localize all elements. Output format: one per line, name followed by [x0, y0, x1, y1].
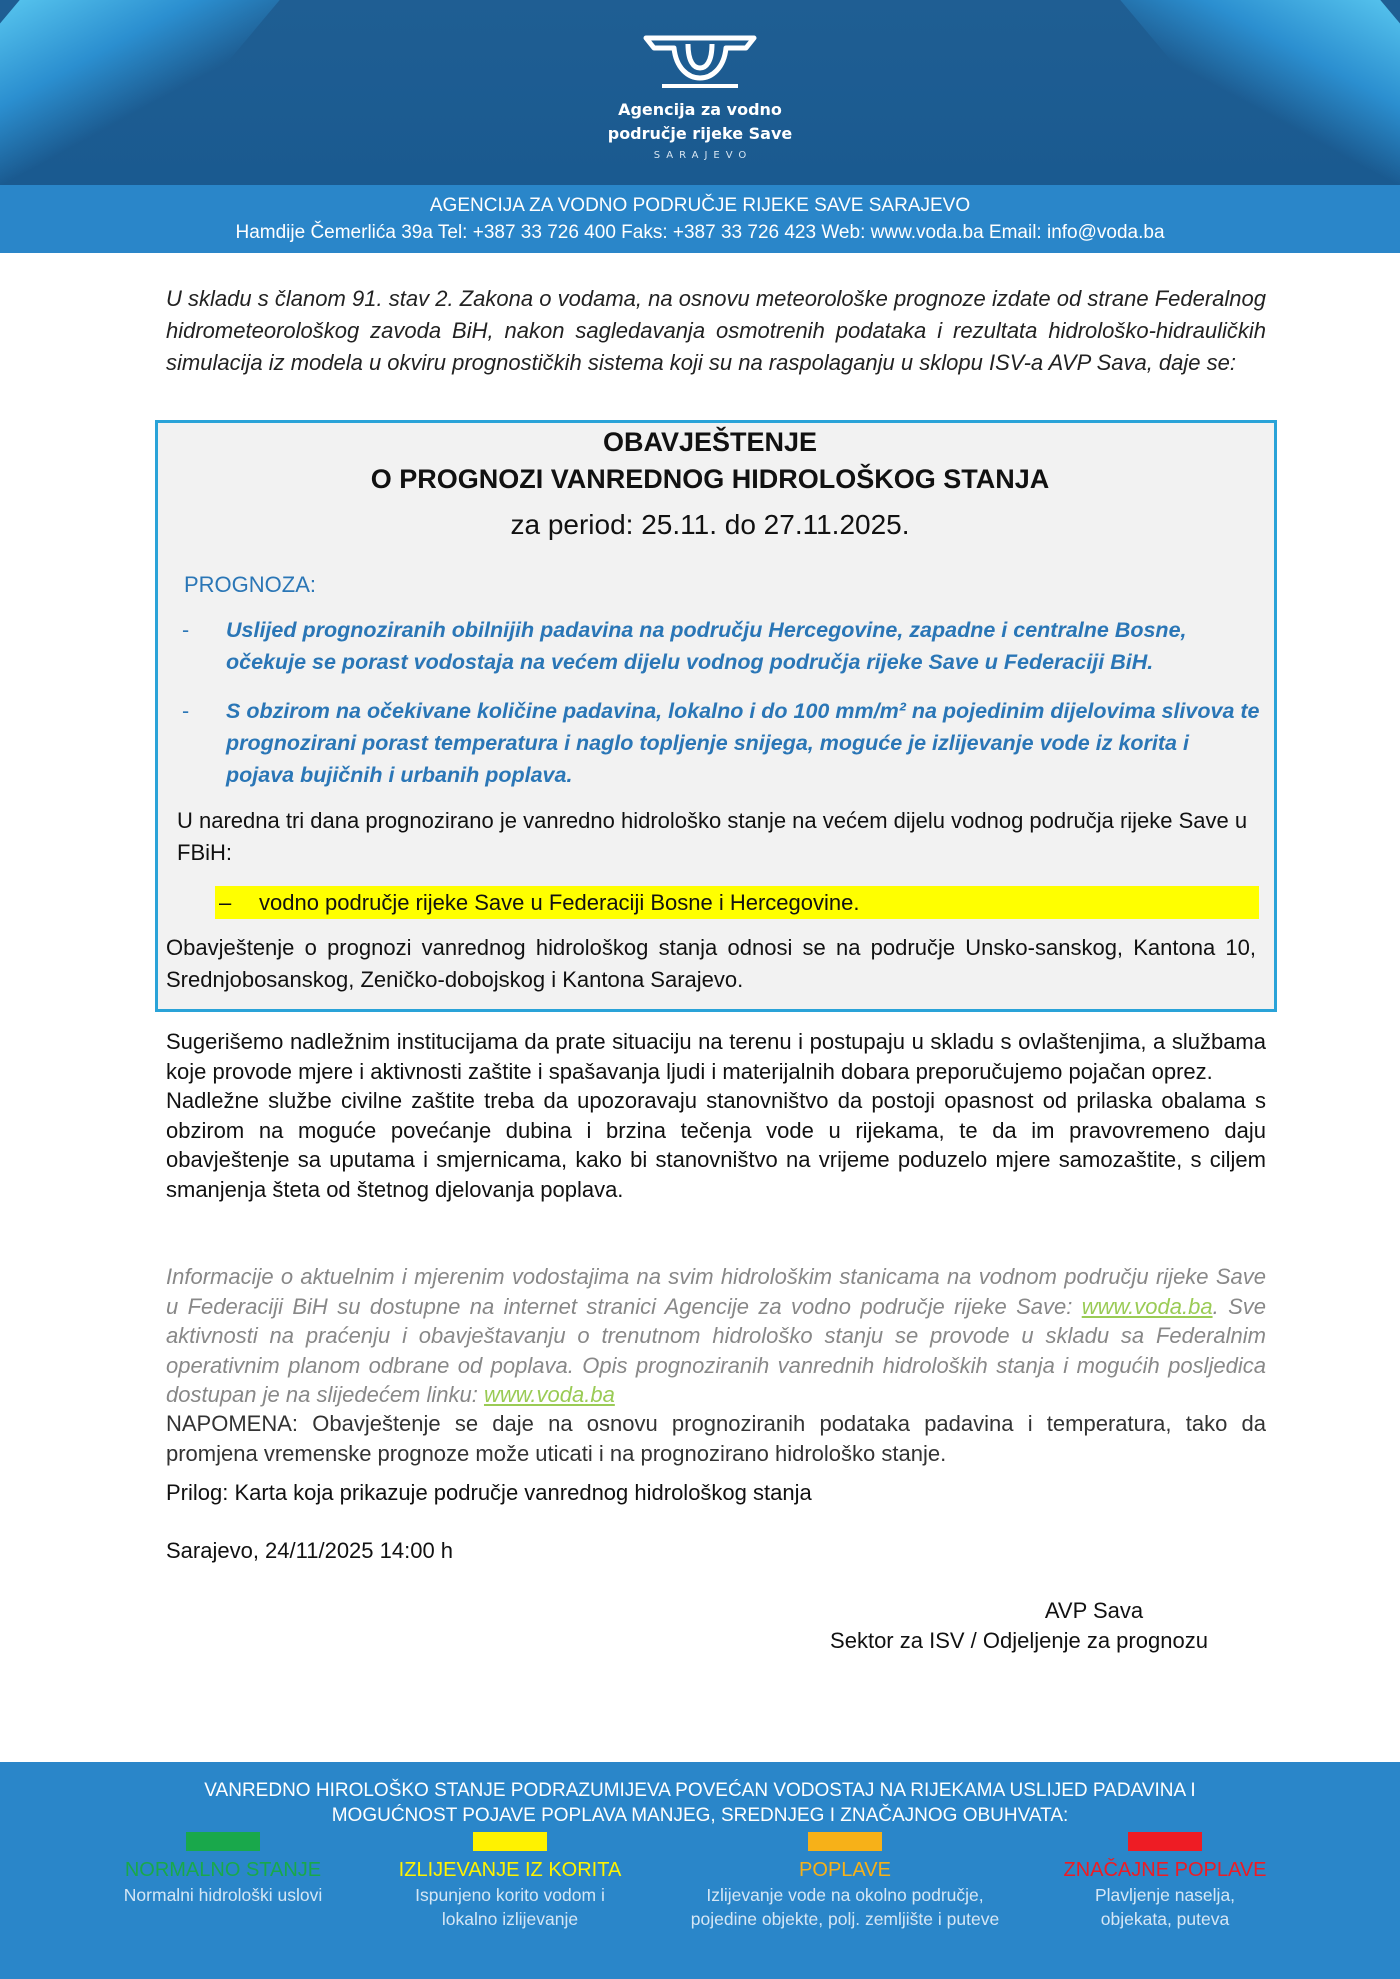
footer-title-line2: MOGUĆNOST POJAVE POPLAVA MANJEG, SREDNJEG I ZNAČAJNOG OBUHVATA:: [331, 1805, 1069, 1826]
logo-city: SARAJEVO: [653, 150, 753, 161]
logo-name: [0, 98, 1400, 146]
logo-name-line1: Agencija za vodno: [618, 100, 782, 119]
suggestions: [166, 1027, 1266, 1204]
region-prefix: Obavještenje o prognozi vanrednog hidrološkog stanja odnosi se na područje: [166, 935, 966, 960]
footer-title: [0, 1778, 1400, 1828]
forecast-text: S obzirom na očekivane količine padavina, lokalno i do 100 mm/m² na pojedinim dijelovima slivova te prognozirani porast temperatura i naglo topljenje snijega, moguće je izlijevanje vode iz korita i pojava bujičnih i urbanih poplava.: [226, 699, 1260, 787]
header-banner: [0, 0, 1400, 185]
legend-name: NORMALNO STANJE: [124, 1859, 322, 1881]
agency-logo: [0, 34, 1400, 161]
legend-name: IZLIJEVANJE IZ KORITA: [398, 1859, 622, 1881]
legend-description: Normalni hidrološki uslovi: [123, 1885, 323, 1905]
forecast-dash: -: [182, 699, 190, 723]
legend-description: objekata, puteva: [1100, 1909, 1230, 1929]
prognoza-label: PROGNOZA:: [184, 572, 317, 597]
footer-legend: [0, 1762, 1400, 1979]
forecast-text: Uslijed prognoziranih obilnijih padavina na području Hercegovine, zapadne i centralne Bosne, očekuje se porast vodostaja na većem dijelu vodnog područja rijeke Save u Federaciji BiH.: [226, 618, 1187, 674]
forecast-dash: -: [182, 618, 190, 642]
notice-title-line2: O PROGNOZI VANREDNOG HIDROLOŠKOG STANJA: [370, 464, 1050, 494]
legend-description: lokalno izlijevanje: [441, 1909, 579, 1929]
signature-org: AVP Sava: [1044, 1598, 1144, 1623]
attachment-note: Prilog: Karta koja prikazuje područje vanrednog hidrološkog stanja: [166, 1480, 812, 1505]
legend-item-major-floods: [1020, 1832, 1310, 1931]
agency-logo-icon: [642, 34, 758, 90]
forecast-item: [182, 695, 1262, 791]
intro-paragraph: U skladu s članom 91. stav 2. Zakona o vodama, na osnovu meteorološke prognoze izdate od strane Federalnog hidrometeorološkog zavoda BiH, nakon sagledavanja osmotrenih podataka i rezultata hidrološko-hidrauličkih simulacija iz modela u okviru prognostičkih sistema koji su na raspolaganju u sklopu ISV-a AVP Sava, daje se:: [166, 286, 1266, 375]
legend-swatch: [808, 1832, 882, 1851]
notice-period: za period: 25.11. do 27.11.2025.: [510, 509, 910, 540]
info-paragraph: [166, 1262, 1266, 1410]
header-contact-band: [0, 185, 1400, 253]
highlight-dash: –: [219, 890, 232, 915]
forecast-list: [182, 614, 1262, 808]
legend-description: Plavljenje naselja,: [1094, 1885, 1236, 1905]
issue-date: Sarajevo, 24/11/2025 14:00 h: [166, 1538, 454, 1563]
agency-contact-line: Hamdije Čemerlića 39a Tel: +387 33 726 400 Faks: +387 33 726 423 Web: www.voda.ba Email: info@voda.ba: [235, 222, 1165, 243]
forecast-item: [182, 614, 1262, 678]
legend-swatch: [1128, 1832, 1202, 1851]
legend-swatch: [473, 1832, 547, 1851]
region-areas: Unsko-sanskog, Kantona 10, Srednjobosanskog, Zeničko-dobojskog i Kantona Sarajevo.: [166, 935, 1257, 992]
legend-item-overflow: [365, 1832, 655, 1931]
legend-item-floods: [640, 1832, 1050, 1931]
legend-swatch: [186, 1832, 260, 1851]
highlight-text: vodno područje rijeke Save u Federaciji Bosne i Hercegovine.: [259, 890, 860, 915]
forecast-conclusion: U naredna tri dana prognozirano je vanredno hidrološko stanje na većem dijelu vodnog područja rijeke Save u FBiH:: [177, 808, 1248, 865]
logo-name-line2: područje rijeke Save: [607, 124, 793, 143]
signature-block: [780, 1596, 1258, 1656]
legend-description: Izlijevanje vode na okolno područje,: [706, 1885, 984, 1905]
website-link[interactable]: www.voda.ba: [1081, 1293, 1213, 1319]
info-text-1: Informacije o aktuelnim i mjerenim vodostajima na svim hidrološkim stanicama na vodnom području rijeke Save u Federaciji BiH su dostupne na internet stranici Agencije za vodno područje rijeke Save:: [166, 1264, 1266, 1319]
info-text-2: . Sve aktivnosti na praćenju i obavještavanju o trenutnom hidrološko stanju se provode u skladu sa Federalnim operativnim planom odbrane od poplava. Opis prognoziranih vanrednih hidroloških stanja i mogućih posljedica dostupan je na slijedećem linku:: [166, 1293, 1266, 1407]
legend-description: Ispunjeno korito vodom i: [415, 1885, 605, 1905]
agency-title: AGENCIJA ZA VODNO PODRUČJE RIJEKE SAVE SARAJEVO: [429, 195, 971, 216]
notice-title-line1: OBAVJEŠTENJE: [602, 427, 818, 457]
region-statement: [166, 932, 1256, 996]
legend-item-normal: [78, 1832, 368, 1907]
legend-description: pojedine objekte, polj. zemljište i puteve: [690, 1909, 1000, 1929]
legend-name: POPLAVE: [799, 1859, 891, 1881]
highlighted-area: [215, 886, 1259, 919]
suggestion-paragraph-2: Nadležne službe civilne zaštite treba da upozoravaju stanovništvo da postoji opasnost od prilaska obalama s obzirom na moguće povećanje dubina i brzina tečenja vode u rijekama, te da im pravovremeno daju obavještenje sa uputama i smjernicama, kako bi stanovništvo na vrijeme poduzelo mjere samozaštite, s ciljem smanjenja šteta od štetnog djelovanja poplava.: [166, 1088, 1266, 1202]
legend-name: ZNAČAJNE POPLAVE: [1063, 1859, 1267, 1881]
notice-title: [0, 424, 1400, 498]
footer-title-line1: VANREDNO HIROLOŠKO STANJE PODRAZUMIJEVA POVEĆAN VODOSTAJ NA RIJEKAMA USLIJED PADAVINA I: [204, 1780, 1196, 1801]
signature-department: Sektor za ISV / Odjeljenje za prognozu: [830, 1628, 1208, 1653]
suggestion-paragraph-1: Sugerišemo nadležnim institucijama da prate situaciju na terenu i postupaju u skladu s ovlaštenjima, a službama koje provode mjere i aktivnosti zaštite i spašavanja ljudi i materijalnih dobara preporučujemo pojačan oprez.: [166, 1029, 1266, 1084]
napomena-note: NAPOMENA: Obavještenje se daje na osnovu prognoziranih podataka padavina i temperatura, tako da promjena vremenske prognoze može uticati i na prognozirano hidrološko stanje.: [166, 1411, 1266, 1466]
website-link[interactable]: www.voda.ba: [483, 1382, 615, 1407]
